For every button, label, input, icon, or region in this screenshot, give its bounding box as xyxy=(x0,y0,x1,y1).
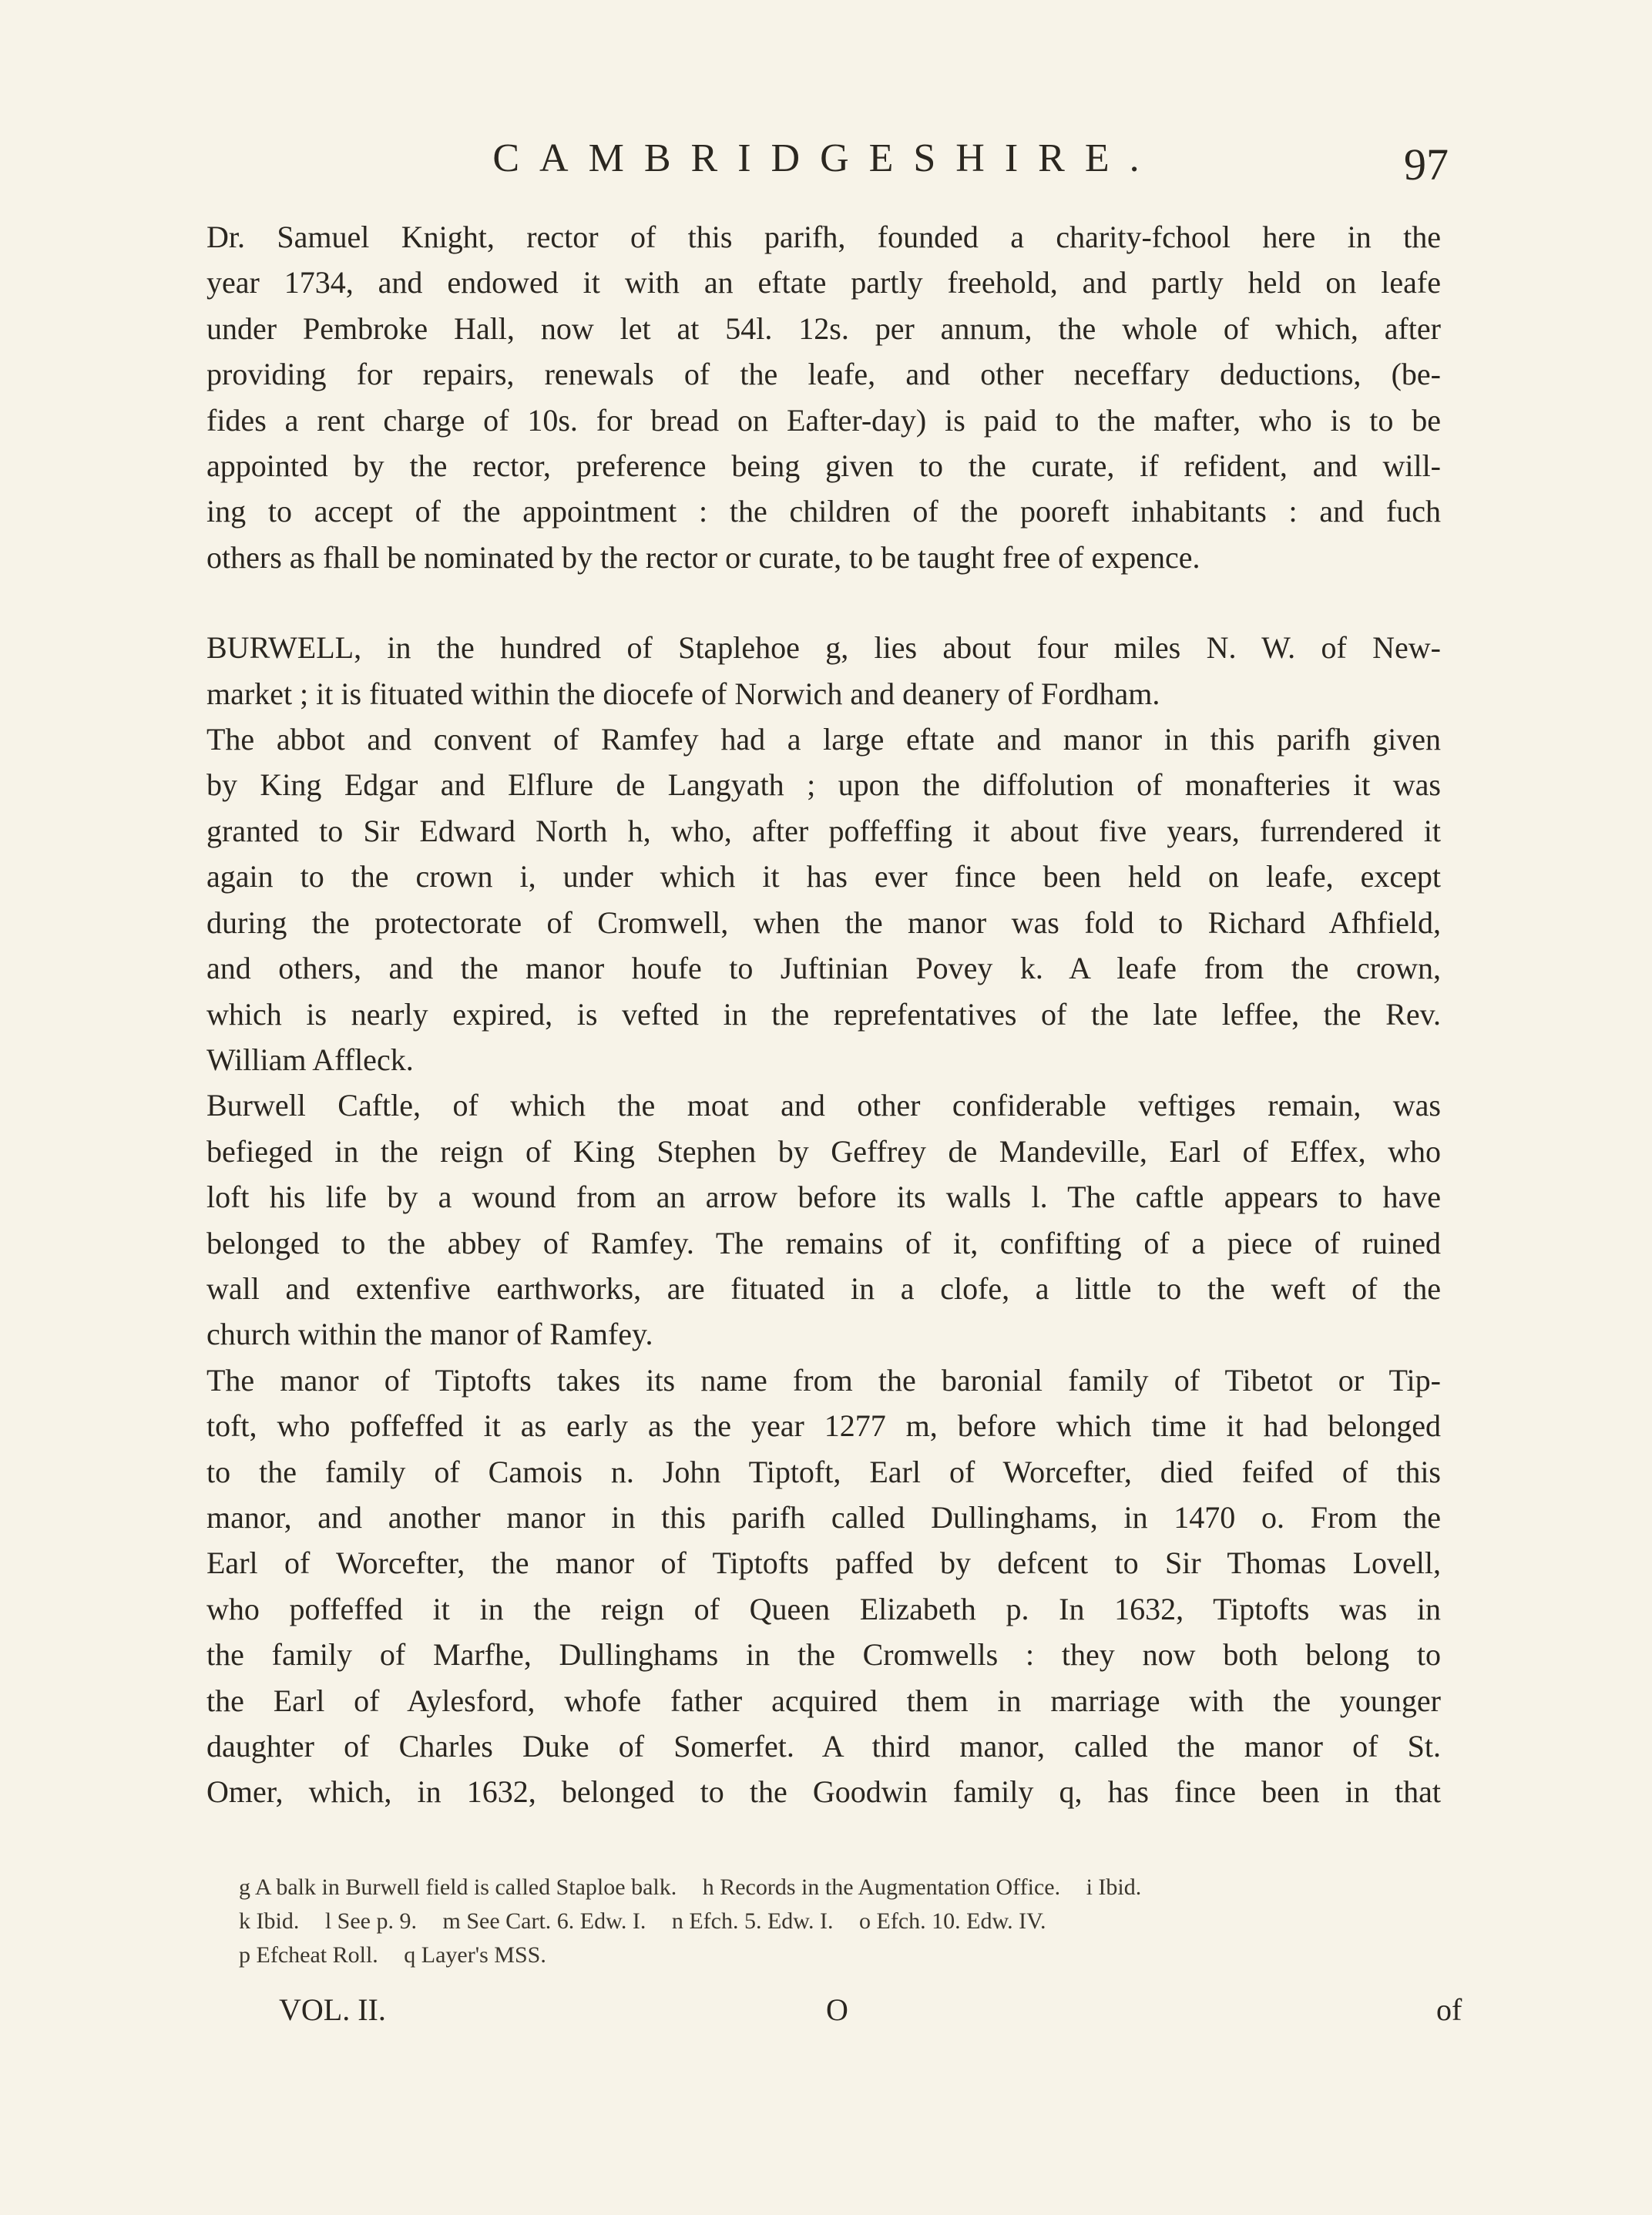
text-line: BURWELL, in the hundred of Staplehoe g, lies about four miles N. W. of New- xyxy=(206,630,1441,666)
paragraph-charity-school xyxy=(206,214,1441,580)
footnote: o Efch. 10. Edw. IV. xyxy=(859,1908,1046,1934)
footnotes xyxy=(239,1871,1441,1972)
footnote: q Layer's MSS. xyxy=(404,1942,546,1968)
paragraph-tiptofts xyxy=(206,1358,1441,1815)
text-line: to the family of Camois n. John Tiptoft, Earl of Worcefter, died feifed of this xyxy=(206,1454,1441,1489)
footnote-line xyxy=(239,1905,1441,1938)
paragraph-burwell-castle xyxy=(206,1082,1441,1357)
text-line: the family of Marfhe, Dullinghams in the Cromwells : they now both belong to xyxy=(206,1637,1441,1673)
text-line: others as fhall be nominated by the rector or curate, to be taught free of expence. xyxy=(206,539,1200,575)
body-text xyxy=(206,214,1441,1815)
text-line: William Affleck. xyxy=(206,1042,414,1077)
text-line: by King Edgar and Elflure de Langyath ; upon the diffolution of monafteries it was xyxy=(206,767,1441,803)
footnote-line xyxy=(239,1871,1441,1905)
footnote: h Records in the Augmentation Office. xyxy=(702,1874,1061,1900)
page-number: 97 xyxy=(1404,139,1449,190)
text-line: year 1734, and endowed it with an eftate partly freehold, and partly held on leafe xyxy=(206,265,1441,300)
text-line: the Earl of Aylesford, whofe father acquired them in marriage with the younger xyxy=(206,1683,1441,1718)
text-line: church within the manor of Ramfey. xyxy=(206,1317,653,1352)
text-line: Omer, which, in 1632, belonged to the Goodwin family q, has fince been in that xyxy=(206,1774,1441,1810)
signature-mark: O xyxy=(826,1992,848,2027)
text-line: during the protectorate of Cromwell, when the manor was fold to Richard Afhfield, xyxy=(206,904,1441,940)
text-line: Earl of Worcefter, the manor of Tiptofts paffed by defcent to Sir Thomas Lovell, xyxy=(206,1545,1441,1581)
catchword: of xyxy=(1436,1992,1462,2027)
text-line: Dr. Samuel Knight, rector of this parifh, founded a charity-fchool here in the xyxy=(206,220,1441,254)
text-line: appointed by the rector, preference being given to the curate, if refident, and will- xyxy=(206,448,1441,484)
paragraph-burwell xyxy=(206,625,1441,1082)
footnote: n Efch. 5. Edw. I. xyxy=(671,1908,834,1934)
text-line: market ; it is fituated within the diocefe of Norwich and deanery of Fordham. xyxy=(206,676,1160,711)
text-line: and others, and the manor houfe to Juftinian Povey k. A leafe from the crown, xyxy=(206,951,1441,986)
running-head: CAMBRIDGESHIRE. xyxy=(492,136,1160,180)
footnote: m See Cart. 6. Edw. I. xyxy=(442,1908,646,1934)
footnote: l See p. 9. xyxy=(324,1908,417,1934)
text-line: which is nearly expired, is vefted in the reprefentatives of the late leffee, the Rev. xyxy=(206,996,1441,1032)
text-line: toft, who poffeffed it as early as the year 1277 m, before which time it had belonged xyxy=(206,1408,1441,1444)
footnote: k Ibid. xyxy=(239,1908,300,1934)
text-line: fides a rent charge of 10s. for bread on Eafter-day) is paid to the mafter, who is to be xyxy=(206,402,1441,438)
text-line: Burwell Caftle, of which the moat and other confiderable veftiges remain, was xyxy=(206,1088,1441,1123)
footnote-line xyxy=(239,1938,1441,1972)
text-line: ing to accept of the appointment : the children of the pooreft inhabitants : and fuch xyxy=(206,494,1441,529)
text-line: loft his life by a wound from an arrow before its walls l. The caftle appears to have xyxy=(206,1180,1441,1215)
text-line: daughter of Charles Duke of Somerfet. A third manor, called the manor of St. xyxy=(206,1729,1441,1764)
text-line: The abbot and convent of Ramfey had a large eftate and manor in this parifh given xyxy=(206,722,1441,757)
text-line: The manor of Tiptofts takes its name from the baronial family of Tibetot or Tip- xyxy=(206,1362,1441,1398)
text-line: granted to Sir Edward North h, who, after poffeffing it about five years, furrendered it xyxy=(206,813,1441,848)
text-line: manor, and another manor in this parifh called Dullinghams, in 1470 o. From the xyxy=(206,1499,1441,1535)
text-line: belonged to the abbey of Ramfey. The remains of it, confifting of a piece of ruined xyxy=(206,1225,1441,1260)
text-line: again to the crown i, under which it has ever fince been held on leafe, except xyxy=(206,859,1441,894)
volume-label: VOL. II. xyxy=(279,1992,386,2027)
text-line: who poffeffed it in the reign of Queen Elizabeth p. In 1632, Tiptofts was in xyxy=(206,1591,1441,1626)
footnote: i Ibid. xyxy=(1086,1874,1142,1900)
text-line: befieged in the reign of King Stephen by Geffrey de Mandeville, Earl of Effex, who xyxy=(206,1133,1441,1169)
text-line: providing for repairs, renewals of the leafe, and other neceffary deductions, (be- xyxy=(206,357,1441,392)
text-line: under Pembroke Hall, now let at 54l. 12s. per annum, the whole of which, after xyxy=(206,310,1441,346)
footnote: g A balk in Burwell field is called Staploe balk. xyxy=(239,1874,677,1900)
footnote: p Efcheat Roll. xyxy=(239,1942,378,1968)
text-line: wall and extenfive earthworks, are fituated in a clofe, a little to the weft of the xyxy=(206,1270,1441,1306)
